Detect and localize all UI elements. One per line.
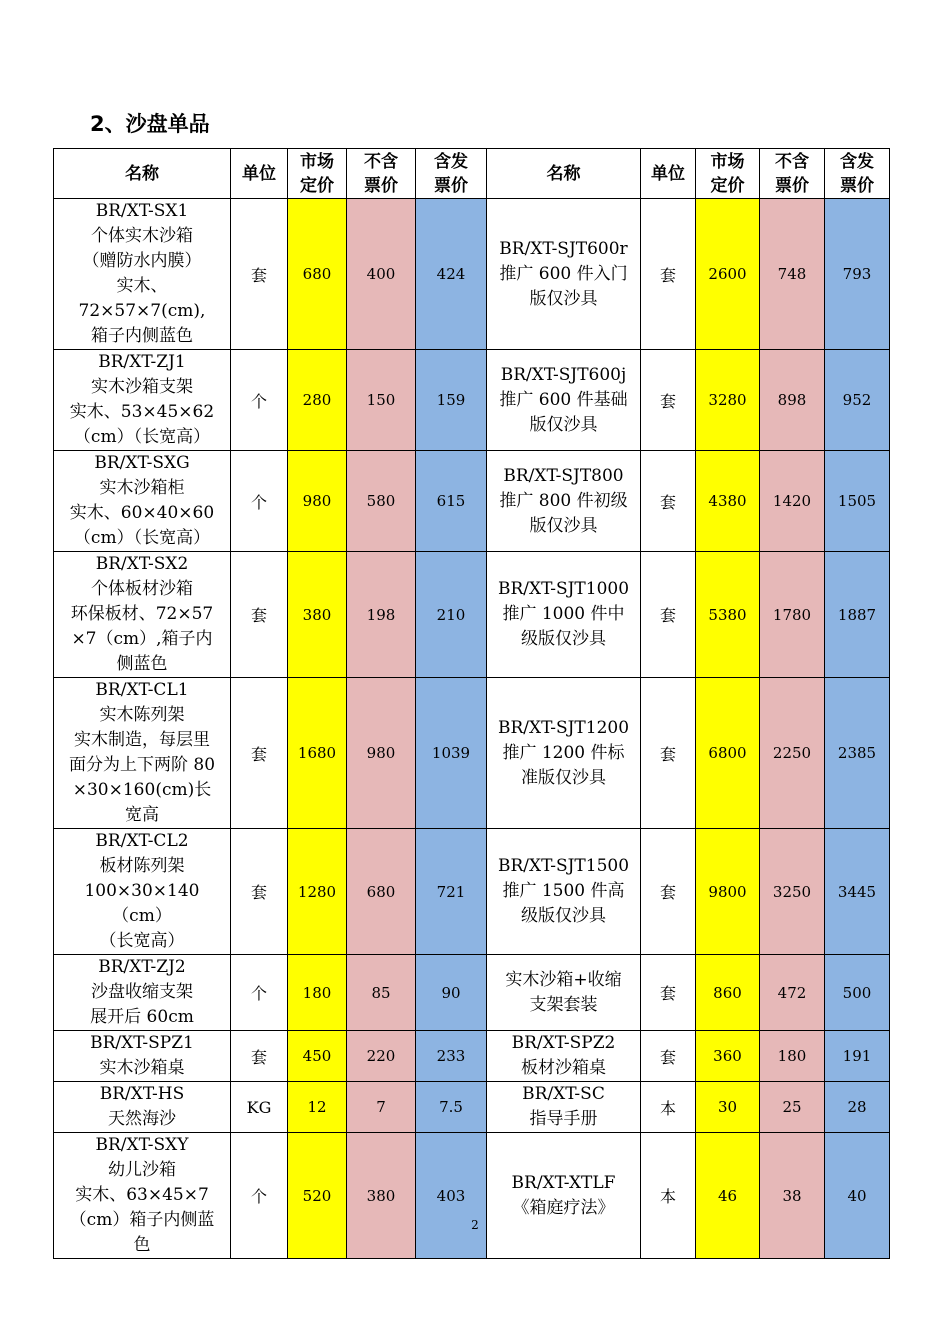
table-row [54,552,890,678]
header-market-right: 市场 定价 [696,149,760,199]
name-cell-right: BR/XT-SPZ2 板材沙箱桌 [487,1031,641,1082]
market-cell-left: 280 [288,350,347,451]
no-invoice-cell-left: 198 [347,552,416,678]
no-invoice-cell-right: 748 [760,199,825,350]
no-invoice-cell-right: 38 [760,1133,825,1259]
header-no-invoice-right: 不含 票价 [760,149,825,199]
market-cell-left: 180 [288,955,347,1031]
market-cell-right: 4380 [696,451,760,552]
unit-cell-right: 套 [641,955,696,1031]
no-invoice-cell-left: 400 [347,199,416,350]
market-cell-right: 9800 [696,829,760,955]
table-row [54,451,890,552]
market-cell-left: 450 [288,1031,347,1082]
market-cell-right: 3280 [696,350,760,451]
name-cell-right: BR/XT-XTLF 《箱庭疗法》 [487,1133,641,1259]
market-cell-right: 46 [696,1133,760,1259]
header-row [54,149,890,199]
table-row [54,955,890,1031]
header-market-left: 市场 定价 [288,149,347,199]
with-invoice-cell-left: 1039 [416,678,487,829]
with-invoice-cell-left: 7.5 [416,1082,487,1133]
section-title: 2、沙盘单品 [90,112,210,136]
no-invoice-cell-left: 980 [347,678,416,829]
market-cell-right: 860 [696,955,760,1031]
name-cell-left: BR/XT-ZJ1 实木沙箱支架 实木、53×45×62 （cm）（长宽高） [54,350,231,451]
header-with-invoice-left: 含发 票价 [416,149,487,199]
no-invoice-cell-left: 7 [347,1082,416,1133]
table-row [54,1082,890,1133]
unit-cell-left: 个 [231,955,288,1031]
with-invoice-cell-right: 3445 [825,829,890,955]
market-cell-right: 360 [696,1031,760,1082]
unit-cell-right: 套 [641,350,696,451]
no-invoice-cell-right: 180 [760,1031,825,1082]
no-invoice-cell-left: 220 [347,1031,416,1082]
name-cell-right: BR/XT-SJT600r 推广 600 件入门 版仅沙具 [487,199,641,350]
name-cell-left: BR/XT-CL2 板材陈列架 100×30×140（cm） （长宽高） [54,829,231,955]
market-cell-left: 1680 [288,678,347,829]
with-invoice-cell-left: 615 [416,451,487,552]
no-invoice-cell-right: 1780 [760,552,825,678]
unit-cell-right: 套 [641,552,696,678]
name-cell-left: BR/XT-CL1 实木陈列架 实木制造，每层里 面分为上下两阶 80 ×30×160(cm)长 宽高 [54,678,231,829]
no-invoice-cell-right: 25 [760,1082,825,1133]
header-no-invoice-left: 不含 票价 [347,149,416,199]
table-row [54,829,890,955]
with-invoice-cell-left: 721 [416,829,487,955]
table-row [54,1133,890,1259]
header-unit-left: 单位 [231,149,288,199]
with-invoice-cell-right: 793 [825,199,890,350]
unit-cell-right: 本 [641,1133,696,1259]
with-invoice-cell-right: 191 [825,1031,890,1082]
unit-cell-right: 本 [641,1082,696,1133]
with-invoice-cell-left: 90 [416,955,487,1031]
name-cell-left: BR/XT-SXY 幼儿沙箱 实木、63×45×7 （cm）箱子内侧蓝 色 [54,1133,231,1259]
name-cell-right: 实木沙箱+收缩 支架套装 [487,955,641,1031]
market-cell-left: 380 [288,552,347,678]
name-cell-left: BR/XT-SXG 实木沙箱柜 实木、60×40×60 （cm）（长宽高） [54,451,231,552]
no-invoice-cell-left: 85 [347,955,416,1031]
no-invoice-cell-left: 380 [347,1133,416,1259]
price-table [53,148,890,1259]
name-cell-right: BR/XT-SC 指导手册 [487,1082,641,1133]
with-invoice-cell-right: 500 [825,955,890,1031]
no-invoice-cell-right: 3250 [760,829,825,955]
no-invoice-cell-left: 150 [347,350,416,451]
unit-cell-right: 套 [641,829,696,955]
with-invoice-cell-right: 1505 [825,451,890,552]
name-cell-right: BR/XT-SJT600j 推广 600 件基础 版仅沙具 [487,350,641,451]
name-cell-left: BR/XT-HS 天然海沙 [54,1082,231,1133]
with-invoice-cell-right: 28 [825,1082,890,1133]
no-invoice-cell-right: 898 [760,350,825,451]
no-invoice-cell-left: 580 [347,451,416,552]
header-unit-right: 单位 [641,149,696,199]
name-cell-right: BR/XT-SJT1500 推广 1500 件高 级版仅沙具 [487,829,641,955]
name-cell-left: BR/XT-ZJ2 沙盘收缩支架 展开后 60cm [54,955,231,1031]
table-row [54,678,890,829]
market-cell-right: 30 [696,1082,760,1133]
unit-cell-left: KG [231,1082,288,1133]
name-cell-left: BR/XT-SPZ1 实木沙箱桌 [54,1031,231,1082]
market-cell-left: 12 [288,1082,347,1133]
unit-cell-left: 套 [231,678,288,829]
name-cell-left: BR/XT-SX1 个体实木沙箱 （赠防水内膜） 实木、72×57×7(cm), 箱子内侧蓝色 [54,199,231,350]
unit-cell-left: 个 [231,350,288,451]
no-invoice-cell-right: 1420 [760,451,825,552]
market-cell-right: 6800 [696,678,760,829]
unit-cell-right: 套 [641,199,696,350]
with-invoice-cell-right: 1887 [825,552,890,678]
name-cell-right: BR/XT-SJT1000 推广 1000 件中 级版仅沙具 [487,552,641,678]
unit-cell-left: 个 [231,451,288,552]
header-with-invoice-right: 含发 票价 [825,149,890,199]
unit-cell-left: 套 [231,1031,288,1082]
unit-cell-right: 套 [641,1031,696,1082]
name-cell-left: BR/XT-SX2 个体板材沙箱 环保板材、72×57 ×7（cm）,箱子内 侧蓝色 [54,552,231,678]
market-cell-left: 680 [288,199,347,350]
market-cell-left: 980 [288,451,347,552]
table-row [54,1031,890,1082]
unit-cell-left: 套 [231,552,288,678]
market-cell-left: 1280 [288,829,347,955]
header-name-left: 名称 [54,149,231,199]
name-cell-right: BR/XT-SJT1200 推广 1200 件标 准版仅沙具 [487,678,641,829]
market-cell-right: 2600 [696,199,760,350]
name-cell-right: BR/XT-SJT800 推广 800 件初级 版仅沙具 [487,451,641,552]
table-row [54,199,890,350]
table-row [54,350,890,451]
no-invoice-cell-right: 472 [760,955,825,1031]
market-cell-left: 520 [288,1133,347,1259]
unit-cell-left: 套 [231,199,288,350]
unit-cell-right: 套 [641,451,696,552]
with-invoice-cell-left: 424 [416,199,487,350]
unit-cell-left: 套 [231,829,288,955]
page-number: 2 [471,1218,479,1232]
no-invoice-cell-left: 680 [347,829,416,955]
market-cell-right: 5380 [696,552,760,678]
with-invoice-cell-left: 210 [416,552,487,678]
with-invoice-cell-right: 40 [825,1133,890,1259]
with-invoice-cell-left: 233 [416,1031,487,1082]
with-invoice-cell-left: 403 [416,1133,487,1259]
with-invoice-cell-left: 159 [416,350,487,451]
with-invoice-cell-right: 952 [825,350,890,451]
no-invoice-cell-right: 2250 [760,678,825,829]
unit-cell-left: 个 [231,1133,288,1259]
with-invoice-cell-right: 2385 [825,678,890,829]
unit-cell-right: 套 [641,678,696,829]
header-name-right: 名称 [487,149,641,199]
